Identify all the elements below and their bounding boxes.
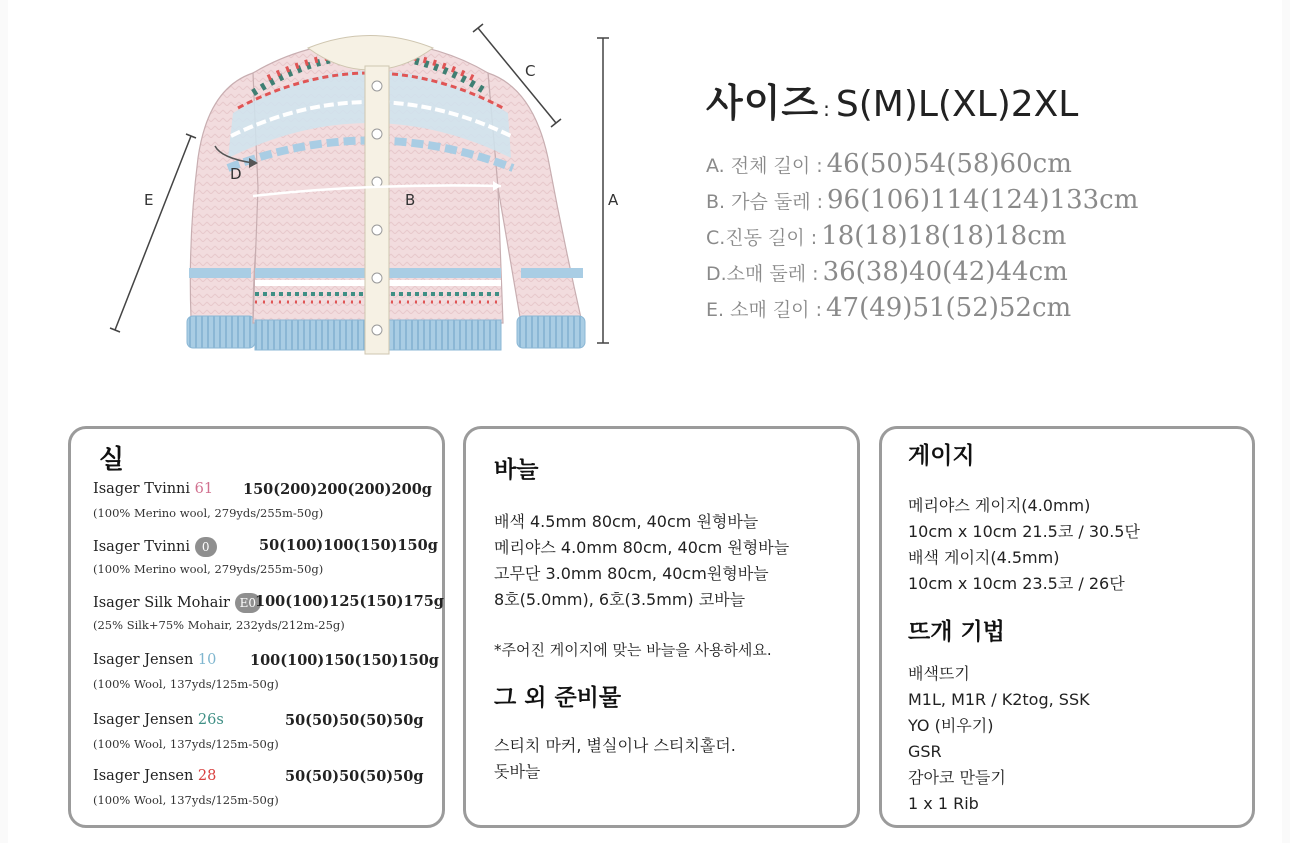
yarn-name: Isager Jensen xyxy=(93,652,194,668)
yarn-color-code: 28 xyxy=(197,768,217,784)
size-colon: : xyxy=(823,97,830,121)
measurement-value: 46(50)54(58)60cm xyxy=(826,149,1072,179)
yarn-item xyxy=(93,481,432,520)
yarn-amount: 150(200)200(200)200g xyxy=(243,481,432,498)
yarn-heading: 실 xyxy=(99,445,125,475)
yarn-color-code: 26s xyxy=(197,712,224,728)
gauge-list xyxy=(908,493,1140,597)
yarn-name: Isager Silk Mohair xyxy=(93,595,230,611)
yarn-name-line xyxy=(93,481,213,497)
supply-line: 스티치 마커, 별실이나 스티치홀더. xyxy=(494,736,736,755)
supply-line: 돗바늘 xyxy=(494,762,541,781)
gauge-line: 10cm x 10cm 23.5코 / 26단 xyxy=(908,574,1125,593)
measurement-value: 96(106)114(124)133cm xyxy=(827,185,1139,215)
needles-note: *주어진 게이지에 맞는 바늘을 사용하세요. xyxy=(494,641,772,659)
yarn-spec: (25% Silk+75% Mohair, 232yds/212m-25g) xyxy=(93,618,345,632)
yarn-item xyxy=(93,768,423,807)
yarn-name-line xyxy=(93,652,216,668)
size-heading: 사이즈 xyxy=(706,81,820,125)
dimension-label-c: C xyxy=(525,62,536,80)
yarn-amount: 50(50)50(50)50g xyxy=(285,768,424,785)
needles-list xyxy=(494,509,789,613)
dimension-label-e: E xyxy=(144,191,154,209)
measurement-label: A. 전체 길이 : xyxy=(706,155,823,177)
yarn-item xyxy=(93,593,444,632)
yarn-color-badge: 0 xyxy=(195,537,217,557)
size-section xyxy=(706,72,1266,329)
measurement-row xyxy=(706,149,1266,185)
yarn-name: Isager Tvinni xyxy=(93,539,191,555)
yarn-item xyxy=(93,712,423,751)
dimension-label-d: D xyxy=(230,165,242,183)
yarn-amount: 100(100)150(150)150g xyxy=(250,652,439,669)
measurement-list xyxy=(706,149,1266,329)
yarn-spec: (100% Merino wool, 279yds/255m-50g) xyxy=(93,506,324,520)
measurement-label: C.진동 길이 : xyxy=(706,227,818,249)
other-supplies-heading: 그 외 준비물 xyxy=(494,685,622,711)
needles-card xyxy=(463,426,860,828)
gauge-line: 배색 게이지(4.5mm) xyxy=(908,548,1060,567)
measurement-row xyxy=(706,185,1266,221)
yarn-amount: 50(50)50(50)50g xyxy=(285,712,424,729)
measurement-label: E. 소매 길이 : xyxy=(706,299,822,321)
yarn-spec: (100% Wool, 137yds/125m-50g) xyxy=(93,793,279,807)
yarn-name-line xyxy=(93,768,216,784)
size-range: S(M)L(XL)2XL xyxy=(835,84,1079,125)
yarn-spec: (100% Wool, 137yds/125m-50g) xyxy=(93,677,279,691)
yarn-color-badge: E0 xyxy=(235,593,261,613)
technique-line: 배색뜨기 xyxy=(908,664,970,683)
needle-line: 메리야스 4.0mm 80cm, 40cm 원형바늘 xyxy=(494,538,790,557)
technique-line: 1 x 1 Rib xyxy=(908,794,979,813)
yarn-amount: 50(100)100(150)150g xyxy=(259,537,438,554)
cardigan-drawing xyxy=(103,18,638,363)
measurement-value: 18(18)18(18)18cm xyxy=(821,221,1067,251)
needle-line: 배색 4.5mm 80cm, 40cm 원형바늘 xyxy=(494,512,759,531)
yarn-card xyxy=(68,426,445,828)
yarn-color-code: 61 xyxy=(194,481,214,497)
gauge-line: 메리야스 게이지(4.0mm) xyxy=(908,496,1091,515)
technique-line: GSR xyxy=(908,742,942,761)
measurement-row xyxy=(706,293,1266,329)
technique-line: M1L, M1R / K2tog, SSK xyxy=(908,690,1090,709)
measurement-value: 36(38)40(42)44cm xyxy=(822,257,1068,287)
size-title xyxy=(706,72,1266,127)
yarn-name: Isager Jensen xyxy=(93,712,194,728)
technique-heading: 뜨개 기법 xyxy=(908,619,1005,645)
yarn-item xyxy=(93,537,438,576)
measurement-label: B. 가슴 둘레 : xyxy=(706,191,824,213)
gauge-line: 10cm x 10cm 21.5코 / 30.5단 xyxy=(908,522,1140,541)
yarn-spec: (100% Merino wool, 279yds/255m-50g) xyxy=(93,562,324,576)
yarn-item xyxy=(93,652,439,691)
technique-line: 감아코 만들기 xyxy=(908,768,1006,787)
measurement-value: 47(49)51(52)52cm xyxy=(825,293,1072,323)
gauge-card xyxy=(879,426,1255,828)
cardigan-illustration xyxy=(103,18,638,363)
dimension-label-a: A xyxy=(608,191,619,209)
measurement-label: D.소매 둘레 : xyxy=(706,263,819,285)
yarn-amount: 100(100)125(150)175g xyxy=(255,593,444,610)
other-supplies-list xyxy=(494,733,736,785)
yarn-name: Isager Tvinni xyxy=(93,481,191,497)
gauge-heading: 게이지 xyxy=(908,443,975,469)
yarn-name-line xyxy=(93,537,217,557)
measurement-row xyxy=(706,221,1266,257)
yarn-name: Isager Jensen xyxy=(93,768,194,784)
yarn-spec: (100% Wool, 137yds/125m-50g) xyxy=(93,737,279,751)
yarn-color-code: 10 xyxy=(197,652,217,668)
measurement-row xyxy=(706,257,1266,293)
needles-heading: 바늘 xyxy=(494,457,539,483)
technique-list xyxy=(908,661,1090,817)
yarn-name-line xyxy=(93,593,261,613)
yarn-name-line xyxy=(93,712,224,728)
pattern-page xyxy=(8,0,1282,843)
technique-line: YO (비우기) xyxy=(908,716,994,735)
needle-line: 고무단 3.0mm 80cm, 40cm원형바늘 xyxy=(494,564,769,583)
dimension-label-b: B xyxy=(405,191,416,209)
needle-line: 8호(5.0mm), 6호(3.5mm) 코바늘 xyxy=(494,590,746,609)
